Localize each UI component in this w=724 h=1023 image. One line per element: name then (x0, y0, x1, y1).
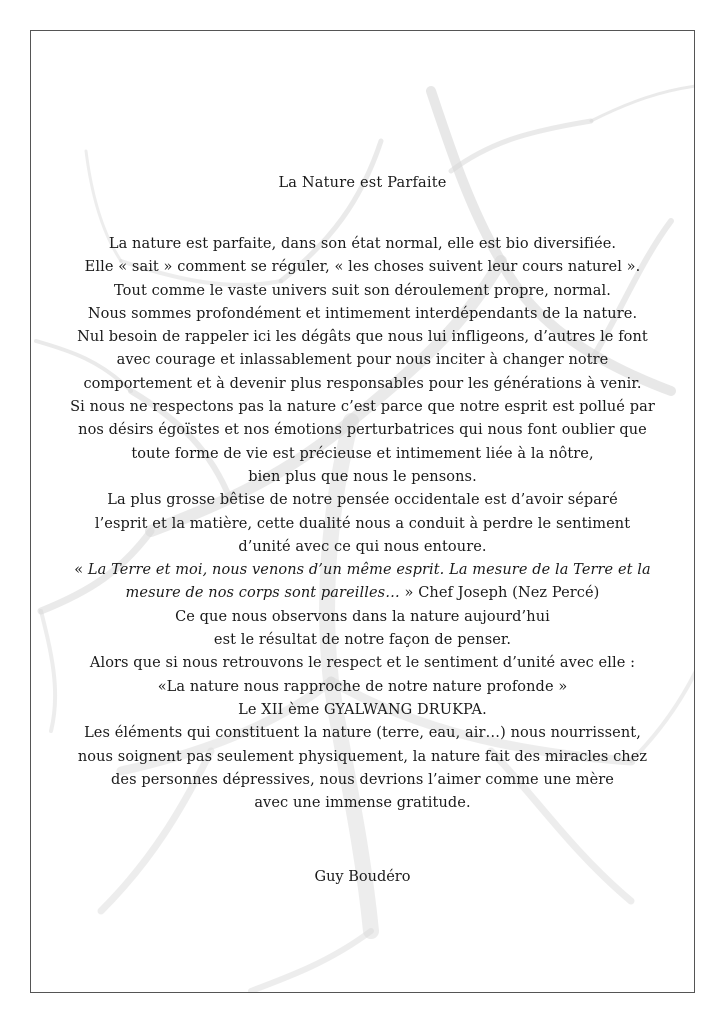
text-line (31, 582, 694, 605)
line-text: Tout comme le vaste univers suit son déroulement propre, normal. (114, 282, 611, 299)
line-text: Le XII ème GYALWANG DRUKPA. (238, 701, 487, 718)
document-title: La Nature est Parfaite (278, 175, 447, 191)
line-text: avec courage et inlassablement pour nous inciter à changer notre (116, 352, 609, 369)
text-line (31, 606, 694, 629)
text-line (31, 489, 694, 512)
line-text: » Chef Joseph (Nez Percé) (399, 585, 600, 602)
author-signature: Guy Boudéro (314, 869, 411, 885)
line-text: Nous sommes profondément et intimement interdépendants de la nature. (87, 305, 638, 322)
line-text: d’unité avec ce qui nous entoure. (238, 538, 487, 555)
line-text: toute forme de vie est précieuse et intimement liée à la nôtre, (131, 445, 594, 462)
line-text: des personnes dépressives, nous devrions l’aimer comme une mère (111, 771, 614, 788)
line-text: Alors que si nous retrouvons le respect et le sentiment d’unité avec elle : (89, 655, 636, 672)
text-line (31, 349, 694, 372)
text-line (31, 373, 694, 396)
text-line (31, 280, 694, 303)
text-line (31, 722, 694, 745)
line-text: Si nous ne respectons pas la nature c’est parce que notre esprit est pollué par (70, 399, 655, 416)
line-text: La plus grosse bêtise de notre pensée occidentale est d’avoir séparé (107, 492, 618, 509)
text-line (31, 396, 694, 419)
line-text: nous soignent pas seulement physiquement, la nature fait des miracles chez (77, 748, 648, 765)
line-text: nos désirs égoïstes et nos émotions perturbatrices qui nous font oublier que (78, 422, 647, 439)
line-text: Nul besoin de rappeler ici les dégâts que nous lui infligeons, d’autres le font (77, 329, 648, 346)
text-line (31, 443, 694, 466)
text-line (31, 792, 694, 815)
quote-text: La Terre et moi, nous venons d’un même esprit. La mesure de la Terre et la (87, 562, 651, 579)
text-line (31, 746, 694, 769)
line-text: «La nature nous rapproche de notre nature profonde » (157, 678, 568, 695)
text-line (31, 629, 694, 652)
text-line (31, 233, 694, 256)
poem-text (31, 233, 694, 815)
page-frame (30, 30, 695, 993)
text-line (31, 676, 694, 699)
line-text: l’esprit et la matière, cette dualité nous a conduit à perdre le sentiment (94, 515, 631, 532)
line-text: est le résultat de notre façon de penser. (213, 632, 512, 649)
line-text: Les éléments qui constituent la nature (terre, eau, air…) nous nourrissent, (84, 725, 641, 742)
text-line (31, 559, 694, 582)
text-line (31, 326, 694, 349)
text-line (31, 536, 694, 559)
text-line (31, 652, 694, 675)
text-line (31, 466, 694, 489)
text-line (31, 256, 694, 279)
line-text: bien plus que nous le pensons. (248, 468, 477, 485)
line-text: comportement et à devenir plus responsables pour les générations à venir. (83, 375, 642, 392)
line-text: La nature est parfaite, dans son état normal, elle est bio diversifiée. (108, 236, 617, 252)
text-line (31, 699, 694, 722)
text-line (31, 513, 694, 536)
quote-text: mesure de nos corps sont pareilles… (125, 585, 400, 602)
line-text: Elle « sait » comment se réguler, « les choses suivent leur cours naturel ». (84, 259, 641, 276)
text-line (31, 419, 694, 442)
line-text: avec une immense gratitude. (254, 795, 471, 812)
line-text: « (74, 562, 88, 579)
line-text: Ce que nous observons dans la nature aujourd’hui (175, 608, 550, 625)
text-line (31, 303, 694, 326)
text-line (31, 769, 694, 792)
